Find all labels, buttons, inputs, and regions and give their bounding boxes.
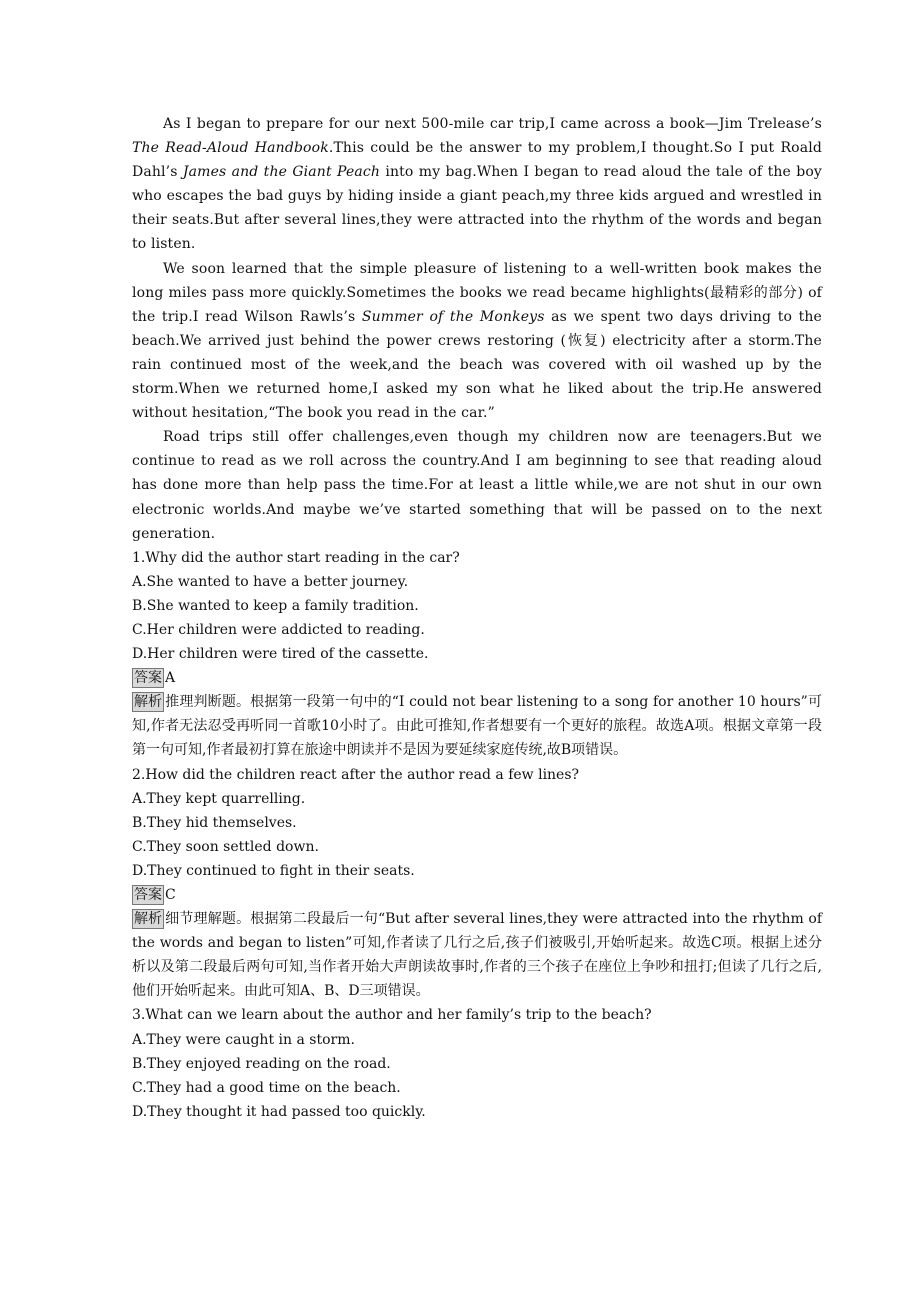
- paragraph-text: As I began to prepare for our next 500-mile car trip,I came across a book—Jim Trelease’s: [163, 116, 822, 132]
- book-title: Summer of the Monkeys: [361, 308, 545, 325]
- analysis-text: 推理判断题。根据第一段第一句中的“I could not bear listening to a song for another 10 hours”可知,作者无法忍受再听同一首歌10小时了。由此可推知,作者想要有一个更好的旅程。故选A项。根据文章第一段第一句可知,作者最初打算在旅途中朗读并不是因为要延续家庭传统,故B项错误。: [132, 694, 822, 759]
- option-b: B.They hid themselves.: [132, 814, 297, 831]
- option-a: A.They kept quarrelling.: [132, 790, 306, 807]
- analysis-text: 细节理解题。根据第二段最后一句“But after several lines,they were attracted into the rhythm of the words and began to listen”可知,作者读了几行之后,孩子们被吸引,开始听起来。故选C项。根据上述分析以及第二段最后两句可知,当作者开始大声朗读故事时,作者的三个孩子在座位上争吵和扭打;但读了几行之后,他们开始听起来。由此可知A、B、D三项错误。: [132, 911, 822, 1000]
- book-title: The Read-Aloud Handbook: [132, 140, 329, 157]
- passage-paragraph-3: Road trips still offer challenges,even though my children now are teenagers.But we continue to read as we roll across the country.And I am beginning to see that reading aloud has done more than help pass the time.For at least a little while,we are not shut in our own electronic worlds.And maybe we’ve started something that will be passed on to the next generation.: [132, 429, 822, 542]
- book-title: James and the Giant Peach: [182, 164, 381, 181]
- answer-tag: 答案: [134, 887, 162, 903]
- option-b: B.They enjoyed reading on the road.: [132, 1055, 391, 1072]
- passage-paragraph-2: [132, 257, 822, 426]
- analysis-block: [132, 907, 822, 1003]
- analysis-tag: 解析: [134, 694, 162, 711]
- question-2: [132, 763, 822, 1004]
- answer-line: [132, 883, 822, 907]
- option-c: C.They had a good time on the beach.: [132, 1079, 401, 1096]
- option-b: B.She wanted to keep a family tradition.: [132, 597, 419, 614]
- answer-tag: 答案: [134, 670, 162, 687]
- option-a: A.They were caught in a storm.: [132, 1031, 355, 1048]
- option-d: D.Her children were tired of the cassette.: [132, 646, 429, 663]
- option-d: D.They continued to fight in their seats.: [132, 862, 415, 879]
- document-page: [132, 112, 822, 1124]
- paragraph-text: .This could be the answer to my problem,I thought.So I put Roald Dahl’s: [132, 140, 822, 181]
- option-c: C.They soon settled down.: [132, 838, 319, 855]
- answer-line: [132, 666, 822, 690]
- question-3: [132, 1003, 822, 1123]
- paragraph-text: into my bag.When I began to read aloud the tale of the boy who escapes the bad guys by hiding inside a giant peach,my three kids argued and wrestled in their seats.But after several lines,they were attracted into the rhythm of the words and began to listen.: [132, 164, 822, 253]
- answer-value: A: [165, 670, 176, 687]
- paragraph-text: We soon learned that the simple pleasure of listening to a well-written book makes the long miles pass more quickly.Sometimes the books we read became highlights(最精彩的部分) of the trip.I read Wilson Rawls’s: [132, 260, 822, 325]
- answer-value: C: [165, 887, 176, 903]
- question-stem: 3.What can we learn about the author and her family’s trip to the beach?: [132, 1007, 652, 1024]
- option-d: D.They thought it had passed too quickly.: [132, 1103, 426, 1120]
- paragraph-text: as we spent two days driving to the beach.We arrived just behind the power crews restoring (恢复) electricity after a storm.The rain continued most of the week,and the beach was covered with oil washed up by the storm.When we returned home,I asked my son what he liked about the trip.He answered without hesitation,“The book you read in the car.”: [132, 308, 822, 422]
- question-stem: 2.How did the children react after the author read a few lines?: [132, 766, 580, 783]
- analysis-block: [132, 690, 822, 762]
- option-a: A.She wanted to have a better journey.: [132, 573, 409, 590]
- option-c: C.Her children were addicted to reading.: [132, 621, 425, 638]
- passage-paragraph-1: [132, 112, 822, 257]
- analysis-tag: 解析: [134, 911, 162, 928]
- question-stem: 1.Why did the author start reading in the car?: [132, 549, 460, 566]
- question-1: [132, 546, 822, 763]
